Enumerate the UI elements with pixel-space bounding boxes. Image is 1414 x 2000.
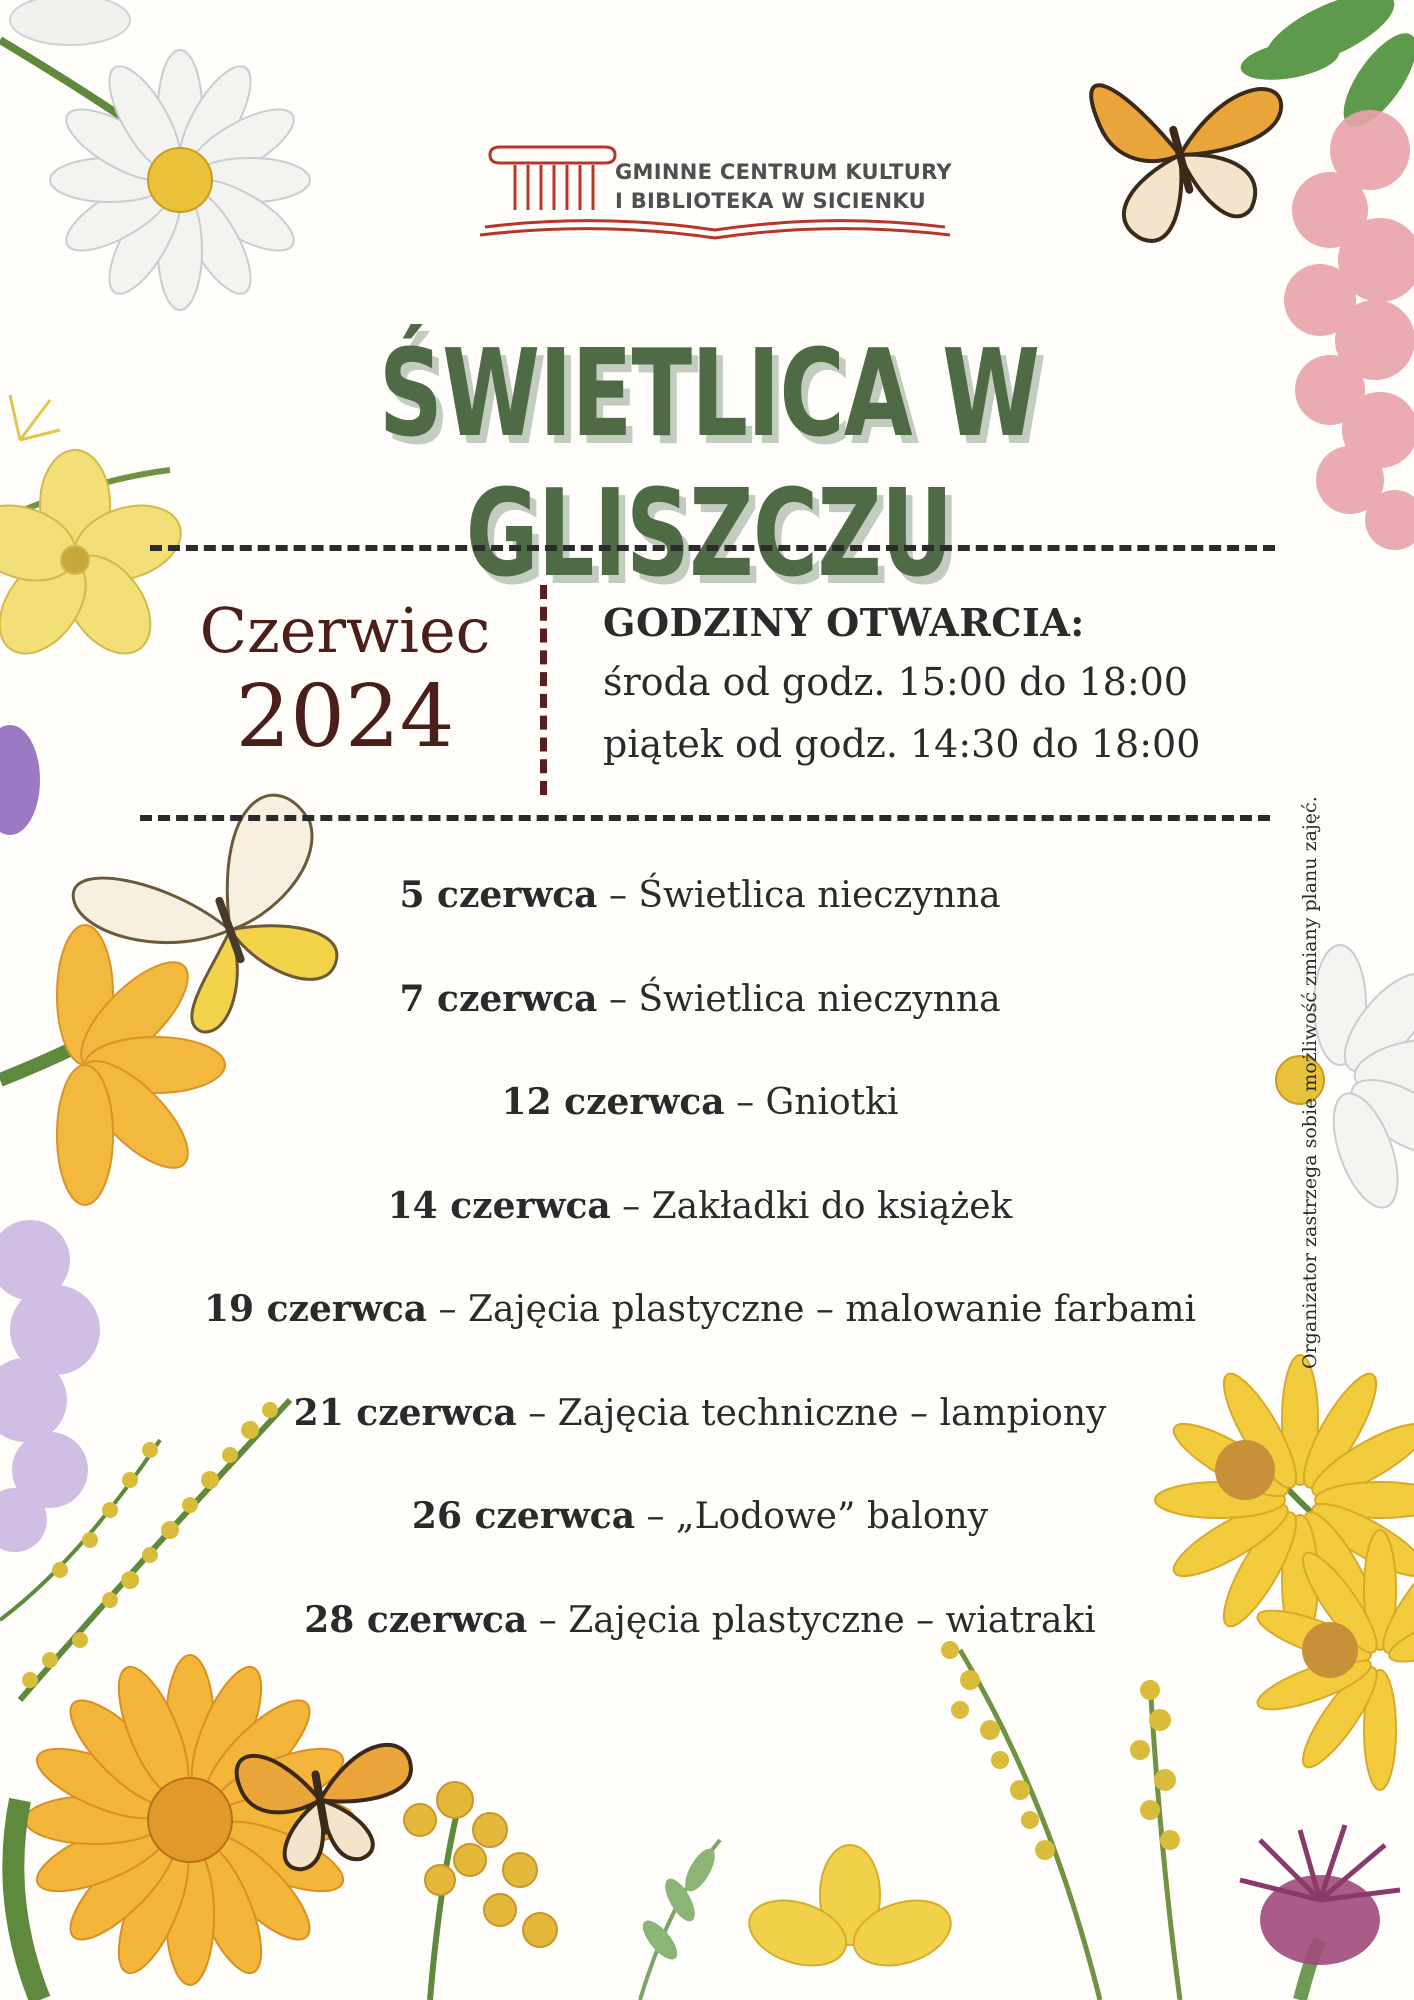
- schedule-activity: – Zakładki do książek: [610, 1185, 1013, 1227]
- schedule-date: 7 czerwca: [399, 977, 598, 1020]
- logo-line-1: GMINNE CENTRUM KULTURY: [615, 160, 952, 184]
- divider-top: [150, 545, 1275, 551]
- schedule-item: [200, 1483, 1200, 1587]
- logo-text: [615, 158, 952, 216]
- yellow-flower-bottom-icon: [741, 1845, 959, 1977]
- schedule-item: [200, 1587, 1200, 1691]
- tansy-bottom-icon: [404, 1782, 557, 2000]
- year-label: 2024: [235, 667, 455, 767]
- goldenrod-bottom-right-icon: [941, 1641, 1180, 2000]
- schedule-activity: – „Lodowe” balony: [635, 1496, 989, 1537]
- thistle-bottom-right-icon: [1240, 1825, 1400, 2000]
- opening-hours: [603, 595, 1200, 775]
- schedule-date: 21 czerwca: [293, 1391, 517, 1434]
- schedule-date: 14 czerwca: [387, 1184, 611, 1227]
- schedule-item: [200, 862, 1200, 966]
- schedule-item: [200, 1276, 1200, 1380]
- divider-vertical: [540, 585, 547, 795]
- month-block: [195, 595, 495, 767]
- orange-flower-left-icon: [0, 925, 225, 1205]
- schedule-activity: – Zajęcia plastyczne – wiatraki: [527, 1599, 1096, 1641]
- yellow-flower-left-icon: [0, 395, 190, 835]
- schedule-item: [200, 966, 1200, 1070]
- daisy-top-left-icon: [0, 0, 310, 310]
- schedule-date: 26 czerwca: [411, 1495, 636, 1537]
- schedule-activity: – Gniotki: [724, 1082, 899, 1123]
- lavender-left-icon: [0, 1220, 100, 1552]
- schedule-item: [200, 1173, 1200, 1277]
- daisy-right-icon: [1276, 945, 1414, 1216]
- schedule-list: [200, 862, 1200, 1690]
- schedule-date: 5 czerwca: [399, 874, 598, 916]
- logo-line-2: I BIBLIOTEKA W SICIENKU: [615, 189, 926, 213]
- divider-bottom: [140, 815, 1270, 821]
- schedule-date: 12 czerwca: [501, 1081, 725, 1123]
- page-title: ŚWIETLICA W GLISZCZU: [378, 325, 1040, 604]
- sprig-bottom-icon: [637, 1840, 721, 2000]
- schedule-date: 19 czerwca: [204, 1288, 428, 1330]
- schedule-date: 28 czerwca: [304, 1598, 528, 1641]
- schedule-activity: – Świetlica nieczynna: [597, 978, 1001, 1020]
- schedule-item: [200, 1069, 1200, 1173]
- schedule-activity: – Świetlica nieczynna: [597, 875, 1001, 916]
- schedule-activity: – Zajęcia techniczne – lampiony: [516, 1392, 1107, 1434]
- organizer-disclaimer: Organizator zastrzega sobie możliwość zmiany planu zajęć.: [1299, 796, 1321, 1369]
- opening-hours-heading: GODZINY OTWARCIA:: [603, 600, 1085, 645]
- month-label: Czerwiec: [199, 594, 491, 667]
- pink-yarrow-right-icon: [1284, 110, 1414, 550]
- schedule-activity: – Zajęcia plastyczne – malowanie farbami: [427, 1289, 1196, 1330]
- opening-hours-line: piątek od godz. 14:30 do 18:00: [603, 722, 1201, 766]
- schedule-item: [200, 1380, 1200, 1484]
- opening-hours-line: środa od godz. 15:00 do 18:00: [603, 660, 1188, 704]
